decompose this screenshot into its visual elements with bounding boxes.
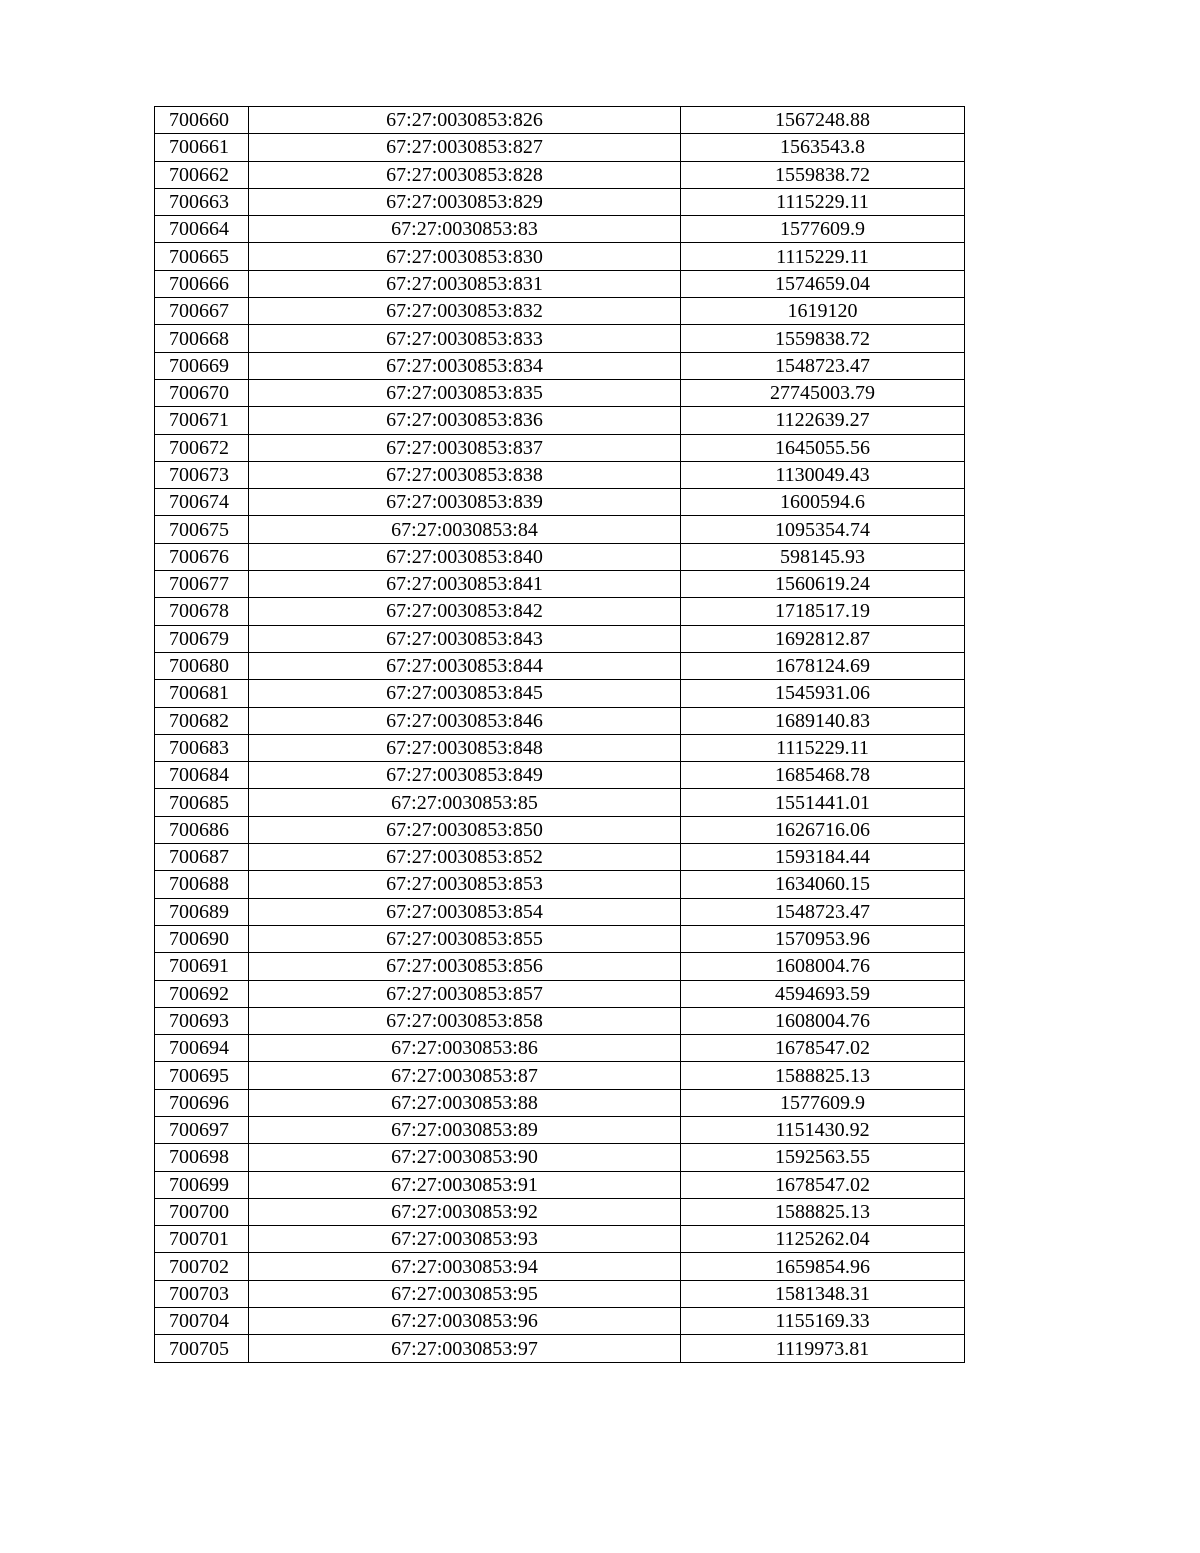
- table-row: [155, 1280, 965, 1307]
- value-cell: 1548723.47: [681, 898, 965, 925]
- table-row: [155, 325, 965, 352]
- value-cell: 1551441.01: [681, 789, 965, 816]
- value-cell: 1678547.02: [681, 1035, 965, 1062]
- table-row: [155, 543, 965, 570]
- cadastral-number-cell: 67:27:0030853:839: [249, 489, 681, 516]
- table-row: [155, 871, 965, 898]
- row-number-cell: 700679: [155, 625, 249, 652]
- row-number-cell: 700689: [155, 898, 249, 925]
- cadastral-number-cell: 67:27:0030853:835: [249, 379, 681, 406]
- cadastral-number-cell: 67:27:0030853:845: [249, 680, 681, 707]
- row-number-cell: 700676: [155, 543, 249, 570]
- row-number-cell: 700668: [155, 325, 249, 352]
- table-row: [155, 1226, 965, 1253]
- table-row: [155, 1007, 965, 1034]
- table-row: [155, 571, 965, 598]
- value-cell: 1574659.04: [681, 270, 965, 297]
- cadastral-number-cell: 67:27:0030853:846: [249, 707, 681, 734]
- value-cell: 1570953.96: [681, 925, 965, 952]
- row-number-cell: 700664: [155, 216, 249, 243]
- table-row: [155, 652, 965, 679]
- row-number-cell: 700684: [155, 762, 249, 789]
- cadastral-number-cell: 67:27:0030853:89: [249, 1116, 681, 1143]
- row-number-cell: 700694: [155, 1035, 249, 1062]
- table-row: [155, 298, 965, 325]
- value-cell: 1685468.78: [681, 762, 965, 789]
- cadastral-number-cell: 67:27:0030853:858: [249, 1007, 681, 1034]
- row-number-cell: 700667: [155, 298, 249, 325]
- table-row: [155, 134, 965, 161]
- cadastral-number-cell: 67:27:0030853:94: [249, 1253, 681, 1280]
- row-number-cell: 700677: [155, 571, 249, 598]
- table-row: [155, 1089, 965, 1116]
- cadastral-number-cell: 67:27:0030853:852: [249, 844, 681, 871]
- row-number-cell: 700697: [155, 1116, 249, 1143]
- cadastral-number-cell: 67:27:0030853:88: [249, 1089, 681, 1116]
- cadastral-number-cell: 67:27:0030853:837: [249, 434, 681, 461]
- row-number-cell: 700669: [155, 352, 249, 379]
- row-number-cell: 700681: [155, 680, 249, 707]
- value-cell: 1645055.56: [681, 434, 965, 461]
- row-number-cell: 700660: [155, 107, 249, 134]
- value-cell: 1678547.02: [681, 1171, 965, 1198]
- cadastral-number-cell: 67:27:0030853:853: [249, 871, 681, 898]
- value-cell: 1095354.74: [681, 516, 965, 543]
- cadastral-number-cell: 67:27:0030853:828: [249, 161, 681, 188]
- cadastral-number-cell: 67:27:0030853:830: [249, 243, 681, 270]
- table-row: [155, 1062, 965, 1089]
- value-cell: 1678124.69: [681, 652, 965, 679]
- value-cell: 1592563.55: [681, 1144, 965, 1171]
- value-cell: 1545931.06: [681, 680, 965, 707]
- cadastral-number-cell: 67:27:0030853:833: [249, 325, 681, 352]
- cadastral-number-cell: 67:27:0030853:856: [249, 953, 681, 980]
- value-cell: 1692812.87: [681, 625, 965, 652]
- row-number-cell: 700705: [155, 1335, 249, 1362]
- cadastral-number-cell: 67:27:0030853:831: [249, 270, 681, 297]
- table-row: [155, 598, 965, 625]
- table-row: [155, 379, 965, 406]
- row-number-cell: 700671: [155, 407, 249, 434]
- row-number-cell: 700701: [155, 1226, 249, 1253]
- row-number-cell: 700696: [155, 1089, 249, 1116]
- table-row: [155, 1198, 965, 1225]
- row-number-cell: 700666: [155, 270, 249, 297]
- value-cell: 1125262.04: [681, 1226, 965, 1253]
- table-row: [155, 352, 965, 379]
- value-cell: 1563543.8: [681, 134, 965, 161]
- table-row: [155, 461, 965, 488]
- row-number-cell: 700663: [155, 188, 249, 215]
- row-number-cell: 700678: [155, 598, 249, 625]
- value-cell: 27745003.79: [681, 379, 965, 406]
- row-number-cell: 700700: [155, 1198, 249, 1225]
- value-cell: 1634060.15: [681, 871, 965, 898]
- cadastral-number-cell: 67:27:0030853:829: [249, 188, 681, 215]
- table-row: [155, 1171, 965, 1198]
- table-row: [155, 243, 965, 270]
- value-cell: 1155169.33: [681, 1308, 965, 1335]
- value-cell: 1588825.13: [681, 1198, 965, 1225]
- row-number-cell: 700670: [155, 379, 249, 406]
- value-cell: 1619120: [681, 298, 965, 325]
- cadastral-value-table: [154, 106, 965, 1363]
- row-number-cell: 700665: [155, 243, 249, 270]
- cadastral-number-cell: 67:27:0030853:854: [249, 898, 681, 925]
- table-row: [155, 434, 965, 461]
- value-cell: 1577609.9: [681, 216, 965, 243]
- table-row: [155, 1116, 965, 1143]
- value-cell: 1577609.9: [681, 1089, 965, 1116]
- value-cell: 1560619.24: [681, 571, 965, 598]
- value-cell: 1659854.96: [681, 1253, 965, 1280]
- value-cell: 1608004.76: [681, 953, 965, 980]
- table-row: [155, 1144, 965, 1171]
- table-row: [155, 516, 965, 543]
- row-number-cell: 700687: [155, 844, 249, 871]
- table-row: [155, 980, 965, 1007]
- cadastral-number-cell: 67:27:0030853:838: [249, 461, 681, 488]
- row-number-cell: 700661: [155, 134, 249, 161]
- table-body: [155, 107, 965, 1363]
- value-cell: 1559838.72: [681, 325, 965, 352]
- cadastral-number-cell: 67:27:0030853:842: [249, 598, 681, 625]
- table-row: [155, 1035, 965, 1062]
- cadastral-number-cell: 67:27:0030853:95: [249, 1280, 681, 1307]
- cadastral-number-cell: 67:27:0030853:826: [249, 107, 681, 134]
- value-cell: 1588825.13: [681, 1062, 965, 1089]
- cadastral-number-cell: 67:27:0030853:843: [249, 625, 681, 652]
- row-number-cell: 700698: [155, 1144, 249, 1171]
- table-row: [155, 188, 965, 215]
- value-cell: 1119973.81: [681, 1335, 965, 1362]
- table-row: [155, 270, 965, 297]
- value-cell: 1608004.76: [681, 1007, 965, 1034]
- cadastral-number-cell: 67:27:0030853:90: [249, 1144, 681, 1171]
- table-row: [155, 762, 965, 789]
- row-number-cell: 700691: [155, 953, 249, 980]
- table-row: [155, 407, 965, 434]
- value-cell: 4594693.59: [681, 980, 965, 1007]
- row-number-cell: 700699: [155, 1171, 249, 1198]
- table-row: [155, 734, 965, 761]
- value-cell: 1600594.6: [681, 489, 965, 516]
- table-row: [155, 1308, 965, 1335]
- value-cell: 1718517.19: [681, 598, 965, 625]
- value-cell: 1626716.06: [681, 816, 965, 843]
- row-number-cell: 700682: [155, 707, 249, 734]
- cadastral-number-cell: 67:27:0030853:93: [249, 1226, 681, 1253]
- table-row: [155, 161, 965, 188]
- value-cell: 1593184.44: [681, 844, 965, 871]
- cadastral-number-cell: 67:27:0030853:83: [249, 216, 681, 243]
- row-number-cell: 700673: [155, 461, 249, 488]
- value-cell: 1581348.31: [681, 1280, 965, 1307]
- table-row: [155, 1335, 965, 1362]
- cadastral-number-cell: 67:27:0030853:91: [249, 1171, 681, 1198]
- cadastral-number-cell: 67:27:0030853:85: [249, 789, 681, 816]
- value-cell: 1115229.11: [681, 188, 965, 215]
- value-cell: 1151430.92: [681, 1116, 965, 1143]
- cadastral-number-cell: 67:27:0030853:855: [249, 925, 681, 952]
- table-row: [155, 625, 965, 652]
- cadastral-number-cell: 67:27:0030853:841: [249, 571, 681, 598]
- row-number-cell: 700692: [155, 980, 249, 1007]
- table-row: [155, 489, 965, 516]
- table-row: [155, 107, 965, 134]
- cadastral-number-cell: 67:27:0030853:849: [249, 762, 681, 789]
- table-row: [155, 216, 965, 243]
- row-number-cell: 700662: [155, 161, 249, 188]
- row-number-cell: 700675: [155, 516, 249, 543]
- table-row: [155, 953, 965, 980]
- value-cell: 598145.93: [681, 543, 965, 570]
- cadastral-number-cell: 67:27:0030853:840: [249, 543, 681, 570]
- cadastral-number-cell: 67:27:0030853:86: [249, 1035, 681, 1062]
- value-cell: 1130049.43: [681, 461, 965, 488]
- table-row: [155, 898, 965, 925]
- row-number-cell: 700674: [155, 489, 249, 516]
- cadastral-number-cell: 67:27:0030853:832: [249, 298, 681, 325]
- row-number-cell: 700704: [155, 1308, 249, 1335]
- cadastral-number-cell: 67:27:0030853:96: [249, 1308, 681, 1335]
- row-number-cell: 700680: [155, 652, 249, 679]
- row-number-cell: 700685: [155, 789, 249, 816]
- value-cell: 1559838.72: [681, 161, 965, 188]
- row-number-cell: 700688: [155, 871, 249, 898]
- row-number-cell: 700683: [155, 734, 249, 761]
- cadastral-number-cell: 67:27:0030853:827: [249, 134, 681, 161]
- value-cell: 1567248.88: [681, 107, 965, 134]
- cadastral-number-cell: 67:27:0030853:87: [249, 1062, 681, 1089]
- value-cell: 1115229.11: [681, 734, 965, 761]
- row-number-cell: 700702: [155, 1253, 249, 1280]
- cadastral-number-cell: 67:27:0030853:834: [249, 352, 681, 379]
- cadastral-number-cell: 67:27:0030853:92: [249, 1198, 681, 1225]
- row-number-cell: 700686: [155, 816, 249, 843]
- table-row: [155, 816, 965, 843]
- row-number-cell: 700695: [155, 1062, 249, 1089]
- cadastral-number-cell: 67:27:0030853:84: [249, 516, 681, 543]
- table-row: [155, 680, 965, 707]
- value-cell: 1122639.27: [681, 407, 965, 434]
- value-cell: 1548723.47: [681, 352, 965, 379]
- table-row: [155, 844, 965, 871]
- cadastral-number-cell: 67:27:0030853:844: [249, 652, 681, 679]
- row-number-cell: 700693: [155, 1007, 249, 1034]
- row-number-cell: 700690: [155, 925, 249, 952]
- value-cell: 1115229.11: [681, 243, 965, 270]
- row-number-cell: 700703: [155, 1280, 249, 1307]
- value-cell: 1689140.83: [681, 707, 965, 734]
- cadastral-number-cell: 67:27:0030853:836: [249, 407, 681, 434]
- row-number-cell: 700672: [155, 434, 249, 461]
- cadastral-number-cell: 67:27:0030853:850: [249, 816, 681, 843]
- table-row: [155, 707, 965, 734]
- cadastral-number-cell: 67:27:0030853:848: [249, 734, 681, 761]
- cadastral-number-cell: 67:27:0030853:97: [249, 1335, 681, 1362]
- cadastral-number-cell: 67:27:0030853:857: [249, 980, 681, 1007]
- table-row: [155, 925, 965, 952]
- table-row: [155, 789, 965, 816]
- table-row: [155, 1253, 965, 1280]
